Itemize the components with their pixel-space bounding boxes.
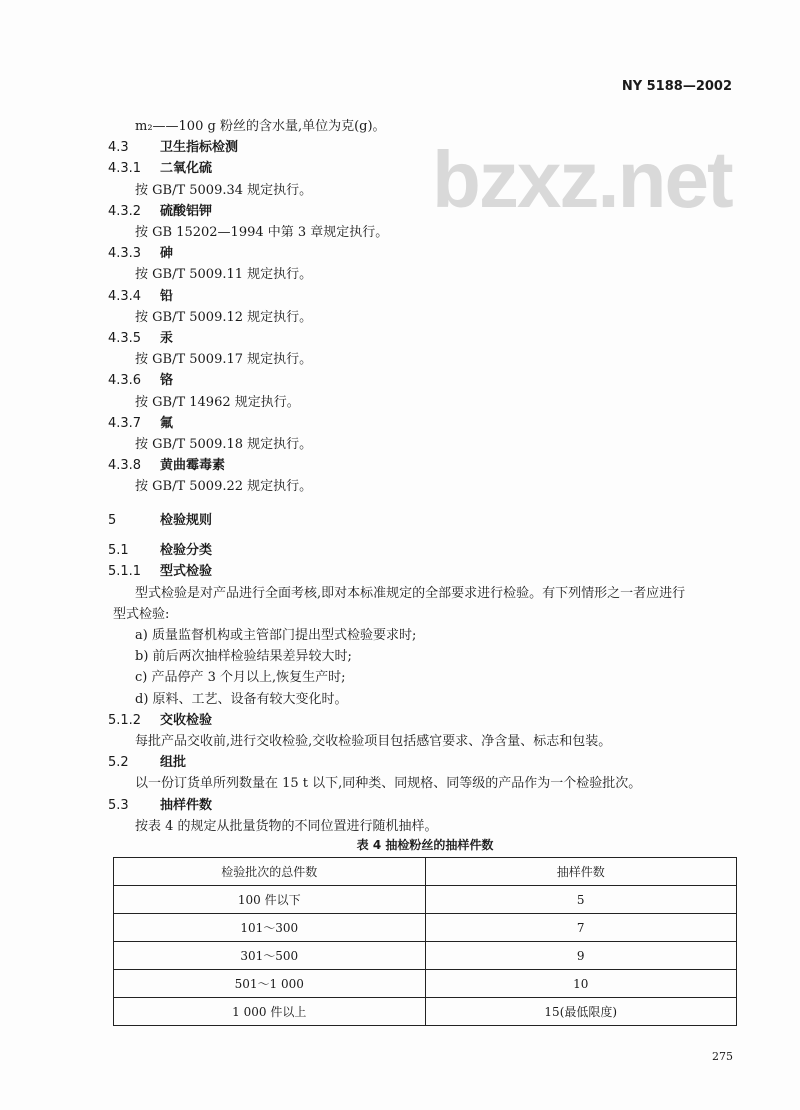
cell: 1 000 件以上 [114, 998, 426, 1026]
table-row [114, 886, 737, 914]
section-title: 砷 [160, 246, 174, 262]
watermark: bzxz.net [432, 135, 732, 224]
table-row [114, 914, 737, 942]
section-heading [108, 203, 212, 221]
section-title: 二氧化硫 [160, 161, 213, 177]
section-number: 4.3.8 [108, 458, 142, 474]
header-cell: 抽样件数 [425, 858, 737, 886]
section-number: 5.1 [108, 543, 129, 559]
section-heading [108, 512, 212, 530]
body-text: d) 原料、工艺、设备有较大变化时。 [135, 691, 348, 707]
section-title: 铬 [160, 373, 174, 389]
cell: 501～1 000 [114, 970, 426, 998]
body-text: a) 质量监督机构或主管部门提出型式检验要求时; [135, 628, 417, 643]
table-row [114, 970, 737, 998]
standard-number: NY 5188—2002 [621, 79, 732, 94]
section-title: 型式检验 [160, 564, 213, 580]
header-cell: 检验批次的总件数 [114, 858, 426, 886]
body-text: 按 GB/T 5009.22 规定执行。 [135, 479, 313, 495]
section-title: 氟 [160, 415, 174, 431]
body-text: 按表 4 的规定从批量货物的不同位置进行随机抽样。 [135, 818, 438, 834]
section-title: 组批 [160, 755, 187, 771]
section-title: 铅 [160, 288, 174, 304]
section-heading [108, 330, 173, 348]
section-heading [108, 563, 212, 581]
section-heading [108, 712, 212, 730]
section-number: 4.3.7 [108, 415, 142, 431]
cell: 15(最低限度) [425, 998, 737, 1026]
body-text: 型式检验: [113, 606, 170, 622]
section-heading [108, 288, 173, 306]
body-text: 每批产品交收前,进行交收检验,交收检验项目包括感官要求、净含量、标志和包装。 [135, 734, 612, 749]
section-number: 5.1.2 [108, 712, 142, 728]
body-text: 按 GB/T 5009.18 规定执行。 [135, 437, 313, 452]
table-row [114, 942, 737, 970]
section-number: 5 [108, 513, 117, 528]
section-title: 硫酸铝钾 [160, 203, 213, 219]
section-heading [108, 372, 173, 390]
page-number: 275 [712, 1050, 733, 1063]
body-text: c) 产品停产 3 个月以上,恢复生产时; [135, 670, 346, 686]
section-number: 4.3.3 [108, 246, 142, 262]
section-number: 5.3 [108, 797, 129, 813]
cell: 5 [425, 886, 737, 914]
section-number: 4.3.4 [108, 288, 142, 304]
body-text: 按 GB/T 5009.12 规定执行。 [135, 309, 313, 325]
section-number: 4.3 [108, 140, 129, 156]
section-heading [108, 797, 212, 815]
body-text: 按 GB/T 5009.11 规定执行。 [135, 267, 313, 283]
body-text: 按 GB/T 14962 规定执行。 [135, 394, 300, 410]
section-number: 4.3.6 [108, 373, 142, 389]
body-text: b) 前后两次抽样检验结果差异较大时; [135, 649, 352, 665]
section-heading [108, 457, 225, 475]
table-caption: 表 4 抽检粉丝的抽样件数 [356, 838, 494, 852]
section-heading [108, 139, 238, 157]
section-heading [108, 754, 186, 772]
table-header-row [114, 858, 737, 886]
section-heading [108, 160, 212, 178]
section-title: 汞 [160, 331, 174, 346]
section-title: 交收检验 [160, 712, 213, 728]
cell: 101～300 [114, 914, 426, 942]
sampling-table [113, 857, 737, 1026]
cell: 7 [425, 914, 737, 942]
section-number: 4.3.1 [108, 161, 142, 177]
section-title: 检验分类 [160, 543, 213, 559]
section-heading [108, 415, 173, 433]
section-heading [108, 245, 173, 263]
section-title: 黄曲霉毒素 [160, 458, 226, 474]
section-title: 卫生指标检测 [160, 140, 239, 156]
section-title: 抽样件数 [160, 797, 213, 813]
section-number: 5.1.1 [108, 564, 142, 580]
cell: 100 件以下 [114, 886, 426, 914]
section-number: 4.3.2 [108, 203, 142, 219]
section-number: 5.2 [108, 755, 129, 771]
body-text: 按 GB/T 5009.34 规定执行。 [135, 182, 313, 198]
body-text: 按 GB/T 5009.17 规定执行。 [135, 352, 313, 368]
table-row [114, 998, 737, 1026]
section-heading [108, 542, 212, 560]
cell: 301～500 [114, 942, 426, 970]
body-text: m₂——100 g 粉丝的含水量,单位为克(g)。 [135, 119, 386, 134]
body-text: 型式检验是对产品进行全面考核,即对本标准规定的全部要求进行检验。有下列情形之一者应进行 [135, 585, 686, 601]
section-title: 检验规则 [160, 513, 213, 528]
cell: 10 [425, 970, 737, 998]
cell: 9 [425, 942, 737, 970]
body-text: 以一份订货单所列数量在 15 t 以下,同种类、同规格、同等级的产品作为一个检验批次。 [135, 776, 642, 792]
body-text: 按 GB 15202—1994 中第 3 章规定执行。 [135, 225, 389, 240]
section-number: 4.3.5 [108, 331, 142, 346]
